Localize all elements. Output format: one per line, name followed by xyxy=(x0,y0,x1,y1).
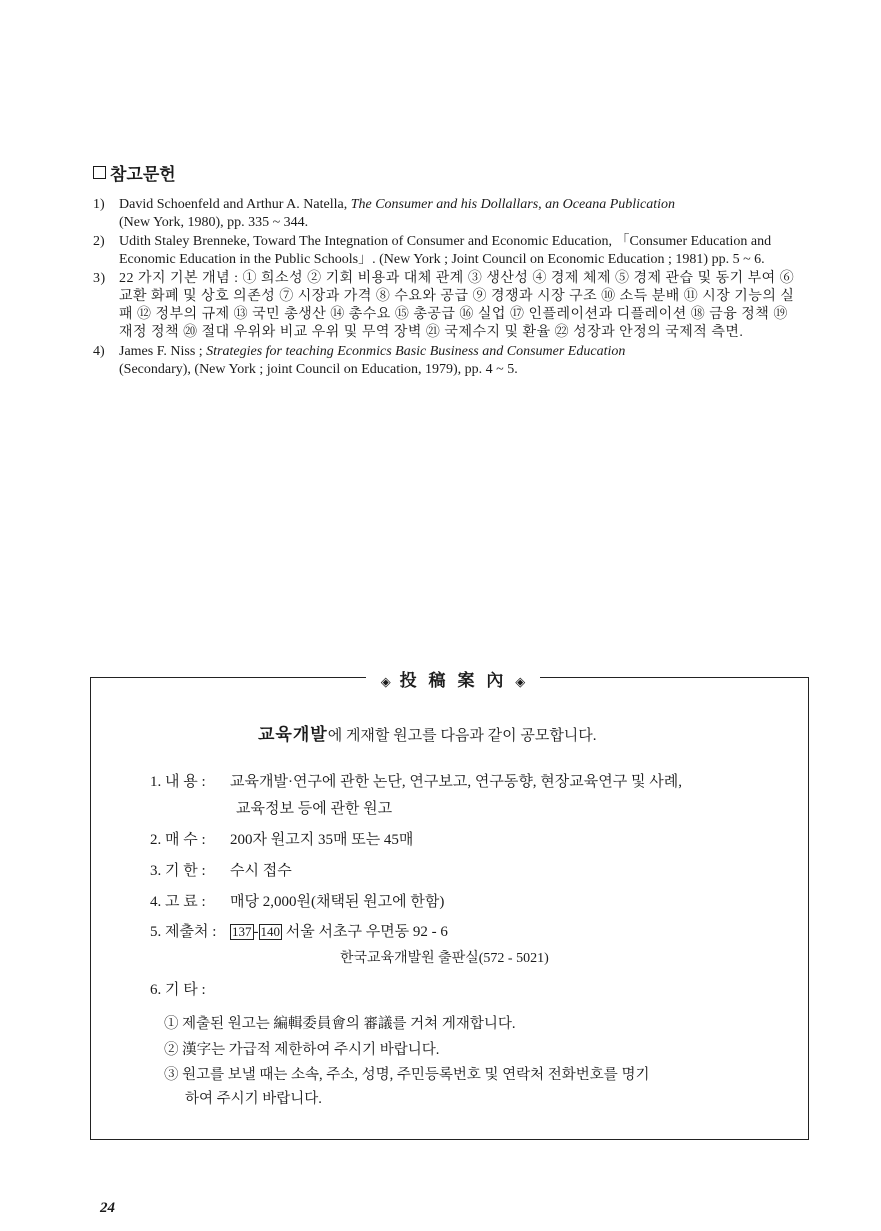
notice-note: 하여 주시기 바랍니다. xyxy=(185,1091,322,1107)
reference-title: Strategies for teaching Econmics Basic Business and Consumer Education xyxy=(206,344,626,359)
notice-intro-text: 에 게재할 원고를 다음과 같이 공모합니다. xyxy=(327,728,597,744)
notice-note: ② 漢字는 가급적 제한하여 주시기 바랍니다. xyxy=(164,1042,440,1058)
notice-title-text: 投 稿 案 內 xyxy=(399,671,507,691)
references-list xyxy=(93,196,805,380)
notice-item-content xyxy=(150,770,682,791)
reference-item xyxy=(93,233,805,269)
reference-item xyxy=(93,343,805,379)
reference-number: 4) xyxy=(93,344,105,359)
item-value: 매당 2,000원(채택된 원고에 한함) xyxy=(230,894,445,910)
item-label: 3. 기 한 : xyxy=(150,863,206,879)
reference-text: Udith Staley Brenneke, Toward The Integnation of Consumer and Economic Education, 「Consumer Education and Economic Education in the Public Schools」. (New York ; Joint Council on Economic Education ; 1981) pp. 5 ~ 6. xyxy=(119,234,772,267)
item-value: 교육정보 등에 관한 원고 xyxy=(236,801,393,817)
notice-intro xyxy=(258,720,597,745)
notice-title xyxy=(368,666,538,691)
postal-code-dash: - xyxy=(253,924,259,940)
item-label: 5. 제출처 : xyxy=(150,924,217,940)
reference-number: 1) xyxy=(93,197,105,212)
reference-item xyxy=(93,196,805,232)
postal-code-part: 140 xyxy=(260,924,280,939)
divider xyxy=(540,677,809,678)
postal-code-part: 137 xyxy=(232,924,252,939)
notice-note: ③ 원고를 보낼 때는 소속, 주소, 성명, 주민등록번호 및 연락처 전화번호를 명기 xyxy=(164,1067,650,1083)
reference-number: 2) xyxy=(93,234,105,249)
diamond-ornament-icon: ◈ xyxy=(380,675,391,690)
magazine-logo: 교육개발 xyxy=(258,725,328,745)
reference-item xyxy=(93,270,805,342)
page-number: 24 xyxy=(100,1200,115,1216)
divider xyxy=(90,677,366,678)
notice-item-fee xyxy=(150,890,444,911)
notice-item-deadline xyxy=(150,859,292,880)
references-heading-text: 참고문헌 xyxy=(110,165,176,185)
reference-number: 3) xyxy=(93,271,106,286)
item-value: 교육개발·연구에 관한 논단, 연구보고, 연구동향, 현장교육연구 및 사례, xyxy=(230,774,682,790)
reference-text: David Schoenfeld and Arthur A. Natella, xyxy=(119,197,351,212)
item-value: 서울 서초구 우면동 92 - 6 xyxy=(282,924,448,940)
diamond-ornament-icon: ◈ xyxy=(515,675,526,690)
item-label: 2. 매 수 : xyxy=(150,832,206,848)
notice-item-length xyxy=(150,828,413,849)
notice-note: ① 제출된 원고는 編輯委員會의 審議를 거쳐 게재합니다. xyxy=(164,1016,516,1032)
reference-detail: (Secondary), (New York ; joint Council on Education, 1979), pp. 4 ~ 5. xyxy=(119,362,518,377)
reference-detail: (New York, 1980), pp. 335 ~ 344. xyxy=(119,215,309,230)
notice-office: 한국교육개발원 출판실(572 - 5021) xyxy=(340,951,549,966)
references-heading xyxy=(93,160,176,185)
item-label: 4. 고 료 : xyxy=(150,894,206,910)
reference-title: The Consumer and his Dollallars, an Oceana Publication xyxy=(350,197,676,212)
reference-text: 22 가지 기본 개념 : ① 희소성 ② 기회 비용과 대체 관계 ③ 생산성 ④ 경제 체제 ⑤ 경제 관습 및 동기 부여 ⑥ 교환 화폐 및 상호 의존성 ⑦ 시장과 가격 ⑧ 수요와 공급 ⑨ 경쟁과 시장 구조 ⑩ 소득 분배 ⑪ 시장 기능의 실패 ⑫ 정부의 규제 ⑬ 국민 총생산 ⑭ 총수요 ⑮ 총공급 ⑯ 실업 ⑰ 인플레이션과 디플레이션 ⑱ 금융 정책 ⑲ 재정 정책 ⑳ 절대 우위와 비교 우위 및 무역 장벽 ㉑ 국제수지 및 환율 ㉒ 성장과 안정의 국제적 측면. xyxy=(119,271,795,340)
item-label: 1. 내 용 : xyxy=(150,774,206,790)
item-label: 6. 기 타 : xyxy=(150,982,206,998)
item-value: 수시 접수 xyxy=(230,863,292,879)
notice-item-address xyxy=(150,920,448,941)
checkbox-square-icon xyxy=(93,166,106,179)
notice-item-misc xyxy=(150,978,230,999)
reference-text: James F. Niss ; xyxy=(119,344,207,359)
notice-item-content-cont xyxy=(236,797,392,818)
item-value: 200자 원고지 35매 또는 45매 xyxy=(230,832,414,848)
